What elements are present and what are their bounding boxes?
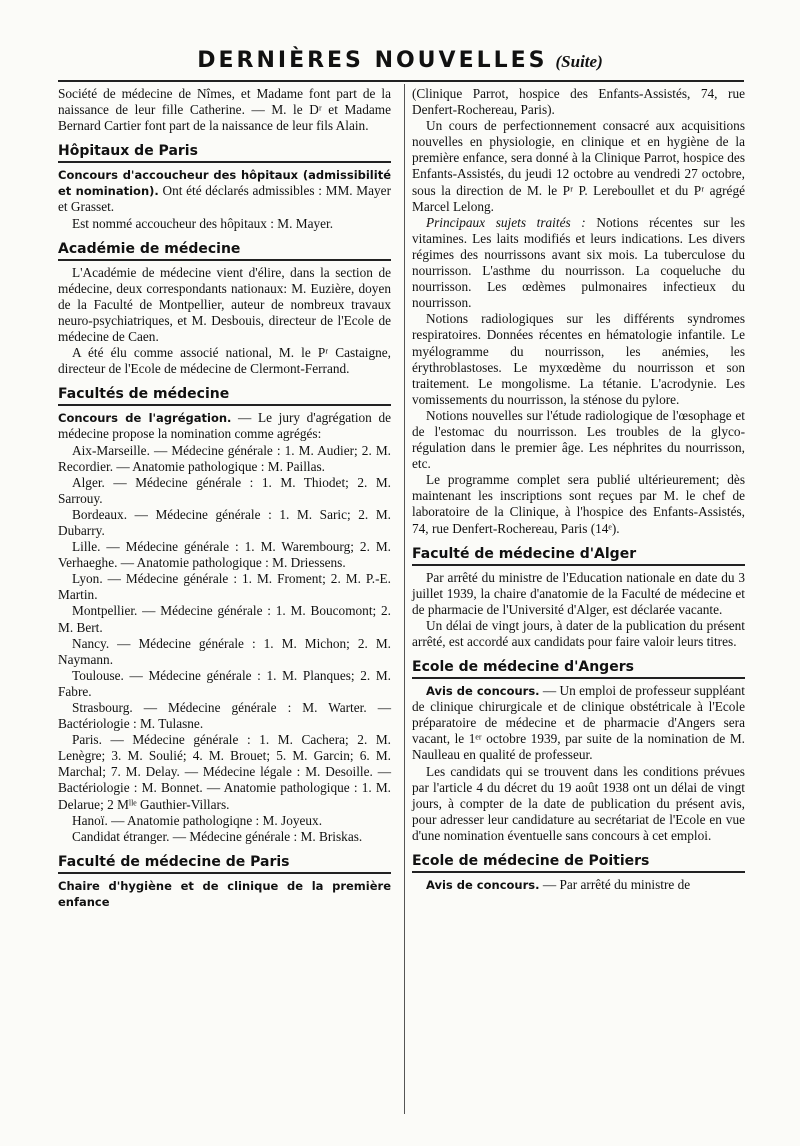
faculty-entry-alger: Alger. — Médecine générale : 1. M. Thiodet; 2. M. Sarrouy. <box>58 474 391 506</box>
facultes-intro-text: — Le jury d'agrégation de médecine propose la nomination comme agrégés: <box>58 410 391 442</box>
hopitaux-text-1: Ont été déclarés admissibles : MM. Mayer et Grasset. <box>58 183 391 215</box>
faculty-entry-nancy: Nancy. — Médecine générale : 1. M. Michon; 2. M. Naymann. <box>58 635 391 667</box>
facultes-intro <box>58 410 391 442</box>
faculty-entry-bordeaux: Bordeaux. — Médecine générale : 1. M. Saric; 2. M. Dubarry. <box>58 506 391 538</box>
angers-paragraph-1 <box>412 683 745 763</box>
radiologie-paragraph: Notions radiologiques sur les différents syndromes respiratoires. Données récentes en hématologie infantile. Le myélogramme du nourrisson, les anémies, les érythroblastoses. Le myxœdème du nourrisson et son traitement. Le mongolisme. La tétanie. L'acrodynie. Les vomissements du nourrisson, la sténose du pylore. <box>412 311 745 407</box>
section-title-poitiers: Ecole de médecine de Poitiers <box>412 852 745 873</box>
section-title-faculte-paris: Faculté de médecine de Paris <box>58 853 391 874</box>
faculty-entry-strasbourg: Strasbourg. — Médecine générale : M. Warter. — Bactériologie : M. Tulasne. <box>58 700 391 732</box>
faculty-entry-paris: Paris. — Médecine générale : 1. M. Cachera; 2. M. Lenègre; 3. M. Soulié; 4. M. Brouet; 5. M. Garcin; 6. M. Marchal; 7. M. Delay. — Médecine légale : M. Desoille. — Bactériologie : M. Bonnet. — Anatomie pathologique : 1. M. Delarue; 2 Mˡˡᵉ Gauthier-Villars. <box>58 732 391 812</box>
intro-paragraph: Société de médecine de Nîmes, et Madame font part de la naissance de leur fille Catherine. — M. le Dʳ et Madame Bernard Cartier font part de la naissance de leur fils Alain. <box>58 86 391 134</box>
sujets-text: Notions récentes sur les vitamines. Les laits modifiés et leurs indications. Les divers régimes des nourrissons avant six mois. La tuberculose du nourrisson. L'asthme du nourrisson. La coqueluche du nourrisson. Les œdèmes pulmonaires infectieux du nourrisson. <box>412 214 745 311</box>
alger-paragraph-1: Par arrêté du ministre de l'Education nationale en date du 3 juillet 1939, la chaire d'anatomie de la Faculté de médecine et de pharmacie de l'Université d'Alger, est déclarée vacante. <box>412 569 745 617</box>
hopitaux-lead: Concours d'accoucheur des hôpitaux (admissibilité et nomination). <box>58 168 391 199</box>
section-title-facultes: Facultés de médecine <box>58 385 391 406</box>
page-title-suite: (Suite) <box>555 52 603 71</box>
sujets-paragraph <box>412 215 745 312</box>
sujets-label: Principaux sujets traités : <box>426 214 586 230</box>
faculte-paris-lead-line <box>58 878 391 910</box>
faculty-entry-montpellier: Montpellier. — Médecine générale : 1. M. Boucomont; 2. M. Bert. <box>58 603 391 635</box>
left-column <box>58 86 391 910</box>
section-title-hopitaux: Hôpitaux de Paris <box>58 142 391 163</box>
oesophage-paragraph: Notions nouvelles sur l'étude radiologique de l'œsophage et de l'estomac du nourrisson. Les troubles de la glyco-régulation dans le premier âge. Les néphrites du nourrisson, etc. <box>412 407 745 472</box>
poitiers-text-1: — Par arrêté du ministre de <box>542 877 691 893</box>
faculty-entry-toulouse: Toulouse. — Médecine générale : 1. M. Planques; 2. M. Fabre. <box>58 667 391 699</box>
academie-paragraph-1: L'Académie de médecine vient d'élire, dans la section de médecine, deux correspondants nationaux: M. Euzière, doyen de la Faculté de Montpellier, auteur de nombreux travaux neuro-psychiatriques, et M. Desbouis, directeur de l'Ecole de médecine de Caen. <box>58 264 391 345</box>
academie-paragraph-2: A été élu comme associé national, M. le Pʳ Castaigne, directeur de l'Ecole de médecine de Clermont-Ferrand. <box>58 345 391 377</box>
angers-paragraph-2: Les candidats qui se trouvent dans les conditions prévues par l'article 4 du décret du 19 août 1938 ont un délai de vingt jours, à compter de la date de publication du présent avis, pour adresser leur candidature au secrétariat de l'Ecole en vue d'une nomination éventuelle sans concours à cet emploi. <box>412 763 745 843</box>
poitiers-paragraph-1 <box>412 877 745 893</box>
hopitaux-paragraph-1 <box>58 167 391 215</box>
page-header <box>0 48 800 73</box>
programme-paragraph: Le programme complet sera publié ultérieurement; dès maintenant les inscriptions sont reçues par M. le chef de laboratoire de la Clinique, à l'hospice des Enfants-Assistés, 74, rue Denfert-Rochereau, Paris (14ᵉ). <box>412 472 745 536</box>
hopitaux-paragraph-2: Est nommé accoucheur des hôpitaux : M. Mayer. <box>72 215 334 231</box>
column-divider <box>404 84 405 1114</box>
faculty-entry-hanoi: Hanoï. — Anatomie pathologiqne : M. Joyeux. <box>72 812 323 828</box>
header-rule <box>58 80 744 82</box>
right-column <box>412 86 745 893</box>
facultes-lead: Concours de l'agrégation. <box>58 411 232 426</box>
faculty-entry-aix: Aix-Marseille. — Médecine générale : 1. M. Audier; 2. M. Recordier. — Anatomie pathologique : M. Paillas. <box>58 442 391 474</box>
faculty-entry-lille: Lille. — Médecine générale : 1. M. Warembourg; 2. M. Verhaeghe. — Anatomie pathologique : M. Driessens. <box>58 539 391 571</box>
faculty-entry-lyon: Lyon. — Médecine générale : 1. M. Froment; 2. M. P.-E. Martin. <box>58 571 391 603</box>
section-title-academie: Académie de médecine <box>58 240 391 261</box>
page-title: DERNIÈRES NOUVELLES <box>197 48 548 73</box>
angers-lead: Avis de concours. <box>426 684 540 699</box>
faculty-entry-etranger: Candidat étranger. — Médecine générale : M. Briskas. <box>72 828 363 844</box>
faculte-paris-lead: Chaire d'hygiène et de clinique de la première enfance <box>58 878 391 909</box>
angers-text-1: — Un emploi de professeur suppléant de clinique chirurgicale et de clinique obstétricale à l'Ecole préparatoire de médecine et de pharmacie d'Angers sera vacant, le 1ᵉʳ octobre 1939, par suite de la nomination de M. Naulleau en qualité de professeur. <box>412 683 745 763</box>
section-title-angers: Ecole de médecine d'Angers <box>412 658 745 679</box>
clinique-continuation: (Clinique Parrot, hospice des Enfants-Assistés, 74, rue Denfert-Rochereau, Paris). <box>412 86 745 118</box>
alger-paragraph-2: Un délai de vingt jours, à dater de la publication du présent arrêté, est accordé aux candidats pour faire valoir leurs titres. <box>412 617 745 649</box>
cours-paragraph: Un cours de perfectionnement consacré aux acquisitions nouvelles en physiologie, en clinique et en hygiène de la première enfance, sera donné à la Clinique Parrot, hospice des Enfants-Assistés, du jeudi 12 octobre au vendredi 27 octobre, sous la direction de M. le Pʳ P. Lereboullet et du Pʳ agrégé Marcel Lelong. <box>412 118 745 214</box>
poitiers-lead: Avis de concours. <box>426 878 540 893</box>
section-title-alger: Faculté de médecine d'Alger <box>412 545 745 566</box>
